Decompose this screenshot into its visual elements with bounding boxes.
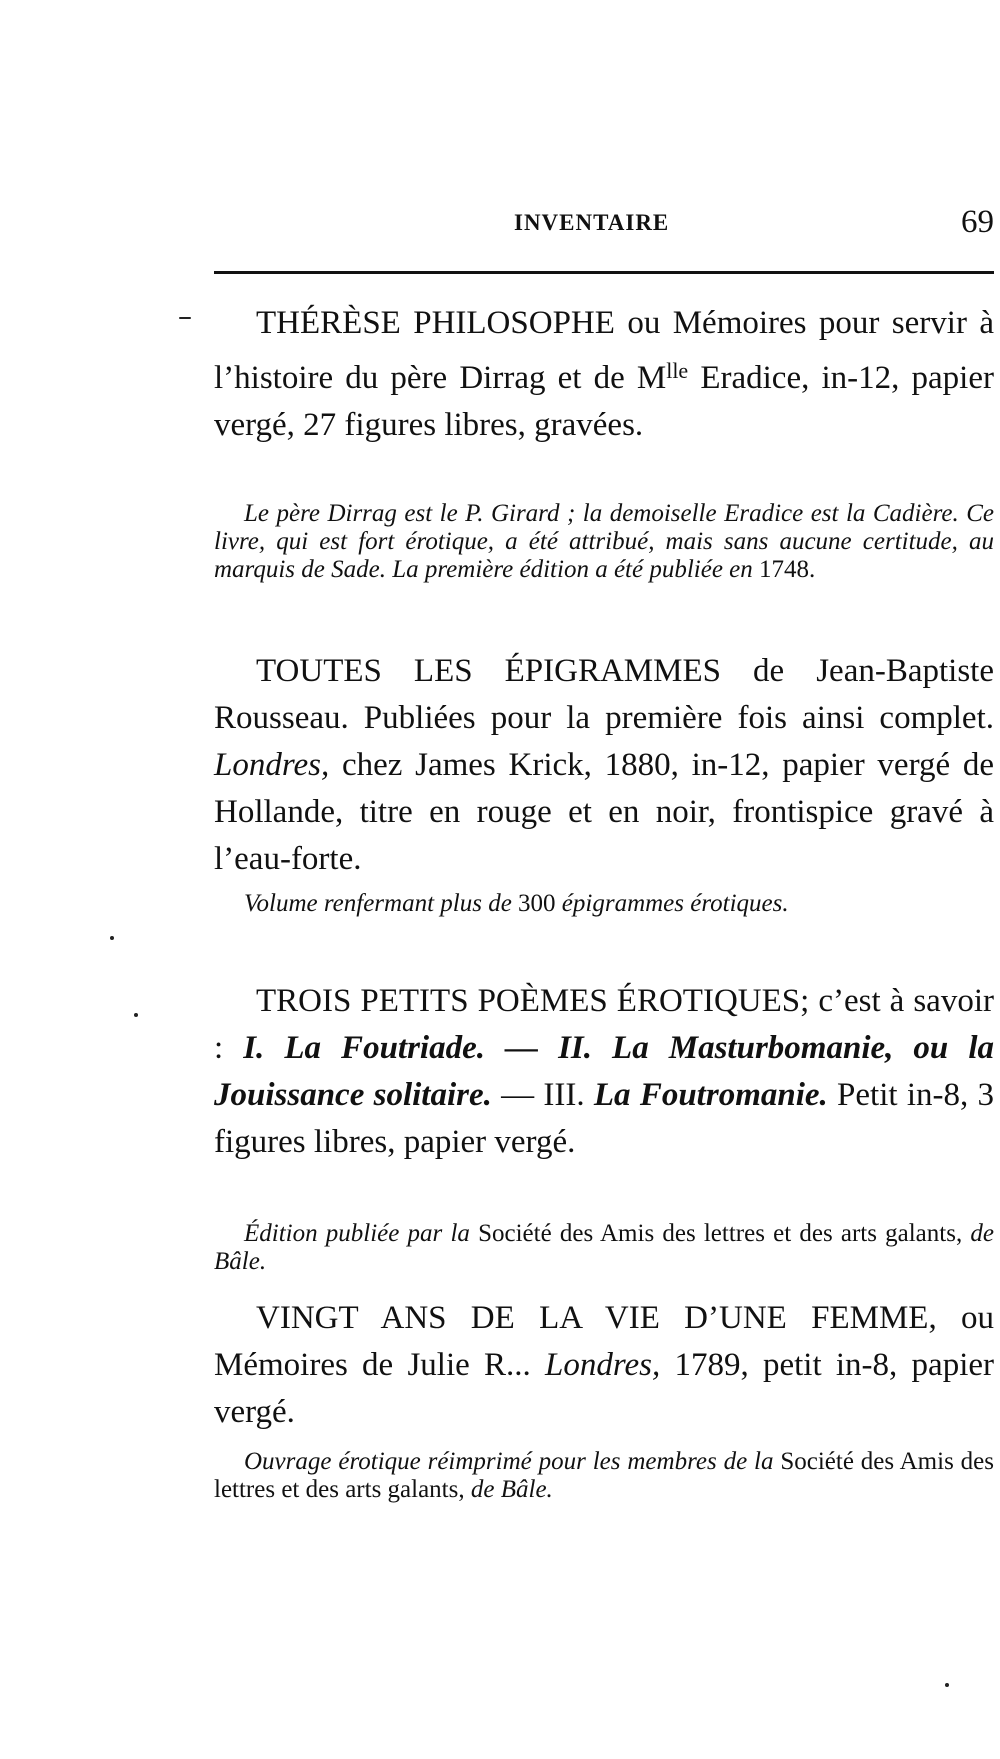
catalog-entry [214,978,994,1166]
page-number: 69 [961,204,994,240]
entry-title: VINGT ANS DE LA VIE D’UNE FEMME, [256,1300,937,1336]
entry-title: TOUTES LES ÉPIGRAMMES [256,653,721,689]
scan-speck [134,1013,138,1017]
work-part: La Foutromanie. [593,1077,828,1113]
entry-paragraph: VINGT ANS DE LA VIE D’UNE FEMME, ou Mémoires de Julie R... Londres, 1789, petit in-8, papier vergé. [214,1300,994,1430]
entry-note: Volume renfermant plus de 300 épigrammes érotiques. [244,890,789,917]
running-head [214,204,994,250]
entry-title: THÉRÈSE PHILOSOPHE [256,305,615,341]
entry-paragraph: TOUTES LES ÉPIGRAMMES de Jean-Baptiste Rousseau. Publiées pour la première fois ainsi complet. Londres, chez James Krick, 1880, in-12, papier vergé de Hollande, titre en rouge et en noir, frontispice gravé à l’eau-forte. [214,653,994,877]
place-of-publication: Londres, [214,747,330,783]
scan-speck [945,1683,949,1687]
catalog-entry [214,648,994,883]
entry-note: Ouvrage érotique réimprimé pour les membres de la Société des Amis des lettres et des arts galants, de Bâle. [214,1448,994,1503]
catalog-entry [214,300,994,449]
work-part: I. La Foutriade. — II. La Masturbomanie, ou la Jouissance solitaire. [214,1030,994,1113]
catalog-entry [214,1295,994,1436]
entry-title: TROIS PETITS POÈMES ÉROTIQUES; [256,983,810,1019]
entry-note: Édition publiée par la Société des Amis des lettres et des arts galants, de Bâle. [214,1220,994,1275]
header-rule [214,271,994,274]
entry-paragraph: TROIS PETITS POÈMES ÉROTIQUES; c’est à savoir : I. La Foutriade. — II. La Masturbomanie, ou la Jouissance solitaire. — III. La Foutromanie. Petit in-8, 3 figures libres, papier vergé. [214,983,994,1160]
entry-paragraph: THÉRÈSE PHILOSOPHE ou Mémoires pour servir à l’histoire du père Dirrag et de $M^{lle}$ Eradice, in-12, papier vergé, 27 figures libres, gravées. [214,305,994,443]
scan-speck [179,317,191,319]
scan-speck [110,936,114,940]
entry-note: Le père Dirrag est le P. Girard ; la demoiselle Eradice est la Cadière. Ce livre, qui est fort érotique, a été attribué, mais sans aucune certitude, au marquis de Sade. La première édition a été publiée en 1748. [214,500,994,583]
superscript: lle [666,358,689,383]
running-title: INVENTAIRE [514,210,670,235]
place-of-publication: Londres, [545,1347,661,1383]
